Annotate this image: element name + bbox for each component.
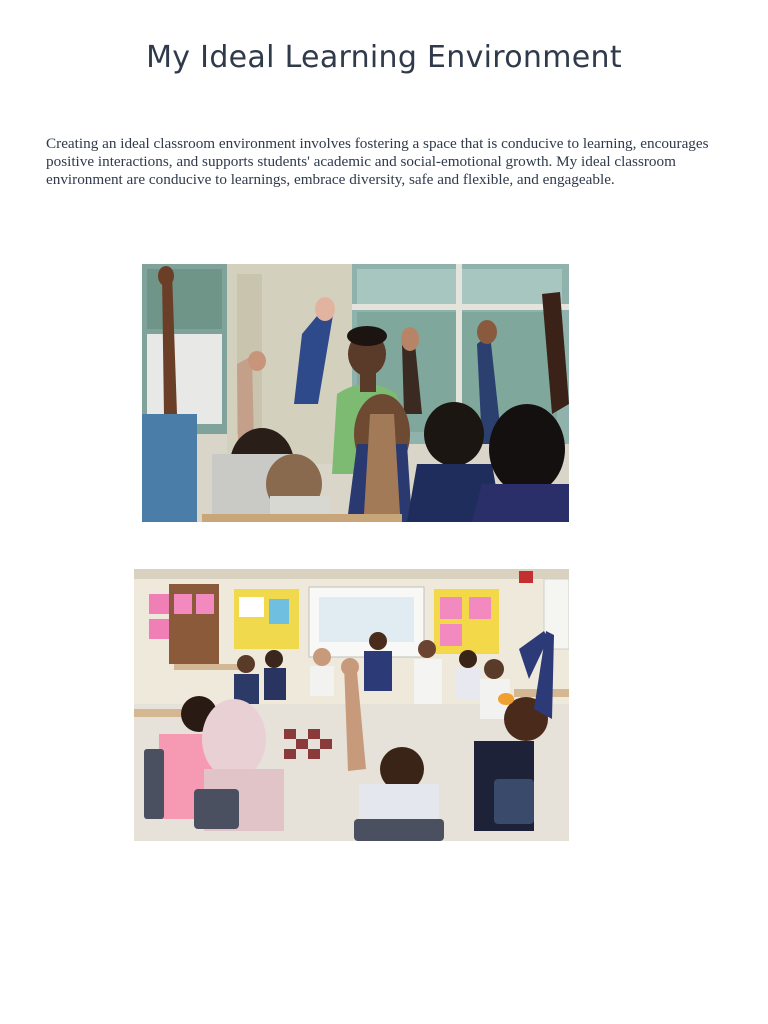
page-title: My Ideal Learning Environment xyxy=(146,40,622,75)
intro-paragraph: Creating an ideal classroom environment involves fostering a space that is conducive to learning, encourages positive interactions, and supports students' academic and social-emotional growth. My ideal classroom environment are conducive to learnings, embrace diversity, safe and flexible, and engageable. xyxy=(46,135,709,189)
classroom-circle-discussion-photo xyxy=(134,569,569,841)
classroom-students-raising-hands-photo xyxy=(142,264,569,522)
